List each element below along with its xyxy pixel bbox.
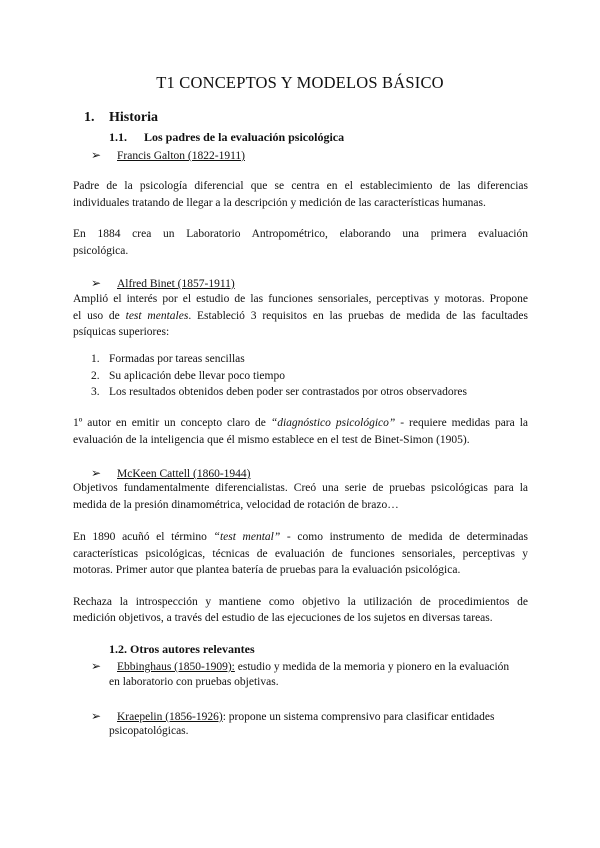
paragraph-line: individuales tratando de llegar a la descripción y medición de las características humanas. — [73, 197, 486, 209]
document-title: T1 CONCEPTOS Y MODELOS BÁSICO — [156, 73, 444, 92]
list-item: 2. Su aplicación debe llevar poco tiempo — [91, 370, 285, 382]
paragraph-line: En 1884 crea un Laboratorio Antropométrico, elaborando una primera evaluación — [73, 228, 528, 240]
paragraph-line: 1º autor en emitir un concepto claro de “diagnóstico psicológico” - requiere medidas para la — [73, 417, 529, 429]
subsection-heading: Los padres de la evaluación psicológica — [144, 130, 345, 144]
list-item: 1. Formadas por tareas sencillas — [91, 353, 245, 365]
arrow-bullet-icon: ➢ — [91, 466, 102, 480]
emphasis: “test mental” — [213, 531, 281, 543]
bullet-binet — [91, 276, 235, 291]
bullet-ebbinghaus: ➢ Ebbinghaus (1850-1909): estudio y medida de la memoria y pionero en la evaluación — [91, 659, 510, 673]
paragraph-line: características psicológicas, técnicas de evaluación de funciones sensoriales, perceptivas y — [73, 548, 528, 560]
arrow-bullet-icon: ➢ — [91, 148, 102, 162]
paragraph-line: en laboratorio con pruebas objetivas. — [109, 676, 279, 688]
bullet-cattell — [91, 466, 251, 481]
author-name: Kraepelin (1856-1926) — [117, 711, 223, 723]
emphasis: test mentales — [125, 310, 189, 322]
bullet-galton — [91, 148, 245, 163]
paragraph-line: En 1890 acuñó el término “test mental” - como instrumento de medida de determinadas — [73, 531, 528, 543]
list-item: 3. Los resultados obtenidos deben poder ser contrastados por otros observadores — [91, 386, 468, 398]
section-heading: Historia — [109, 110, 158, 125]
author-name: Ebbinghaus (1850-1909): — [117, 661, 235, 673]
paragraph-line: medida de la presión dinamométrica, velocidad de rotación de brazo… — [73, 499, 399, 511]
paragraph-line: medición objetivos, a través del estudio de las ejecuciones de los sujetos en diversas tareas. — [73, 612, 493, 624]
paragraph-line: el uso de test mentales. Estableció 3 requisitos en las pruebas de medida de las facultades — [73, 310, 528, 322]
arrow-bullet-icon: ➢ — [91, 659, 102, 673]
arrow-bullet-icon: ➢ — [91, 276, 102, 290]
subsection-heading: 1.2. Otros autores relevantes — [109, 642, 255, 656]
paragraph-line: Objetivos fundamentalmente diferencialistas. Creó una serie de pruebas psicológicas para la — [73, 482, 528, 494]
paragraph-line: motoras. Primer autor que plantea batería de pruebas para la evaluación psicológica. — [73, 564, 461, 576]
paragraph-line: Padre de la psicología diferencial que se centra en el establecimiento de las diferencias — [73, 180, 528, 192]
author-name: McKeen Cattell (1860-1944) — [117, 468, 251, 480]
paragraph-line: evaluación de la inteligencia que él mismo establece en el test de Binet-Simon (1905). — [73, 434, 470, 446]
arrow-bullet-icon: ➢ — [91, 709, 102, 723]
bullet-kraepelin: ➢ Kraepelin (1856-1926): propone un sistema comprensivo para clasificar entidades — [91, 709, 495, 723]
author-name: Alfred Binet (1857-1911) — [117, 278, 235, 290]
paragraph-line: psicopatológicas. — [109, 725, 189, 737]
subsection-number: 1.1. — [109, 130, 127, 144]
paragraph-line: Amplió el interés por el estudio de las funciones sensoriales, perceptivas y motoras. Propone — [73, 293, 528, 305]
paragraph-line: psíquicas superiores: — [73, 326, 170, 338]
section-number: 1. — [84, 110, 95, 125]
paragraph-line: Rechaza la introspección y mantiene como objetivo la utilización de procedimientos de — [73, 596, 528, 608]
emphasis: “diagnóstico psicológico” — [270, 417, 396, 429]
author-name: Francis Galton (1822-1911) — [117, 150, 245, 162]
paragraph-line: psicológica. — [73, 245, 129, 257]
